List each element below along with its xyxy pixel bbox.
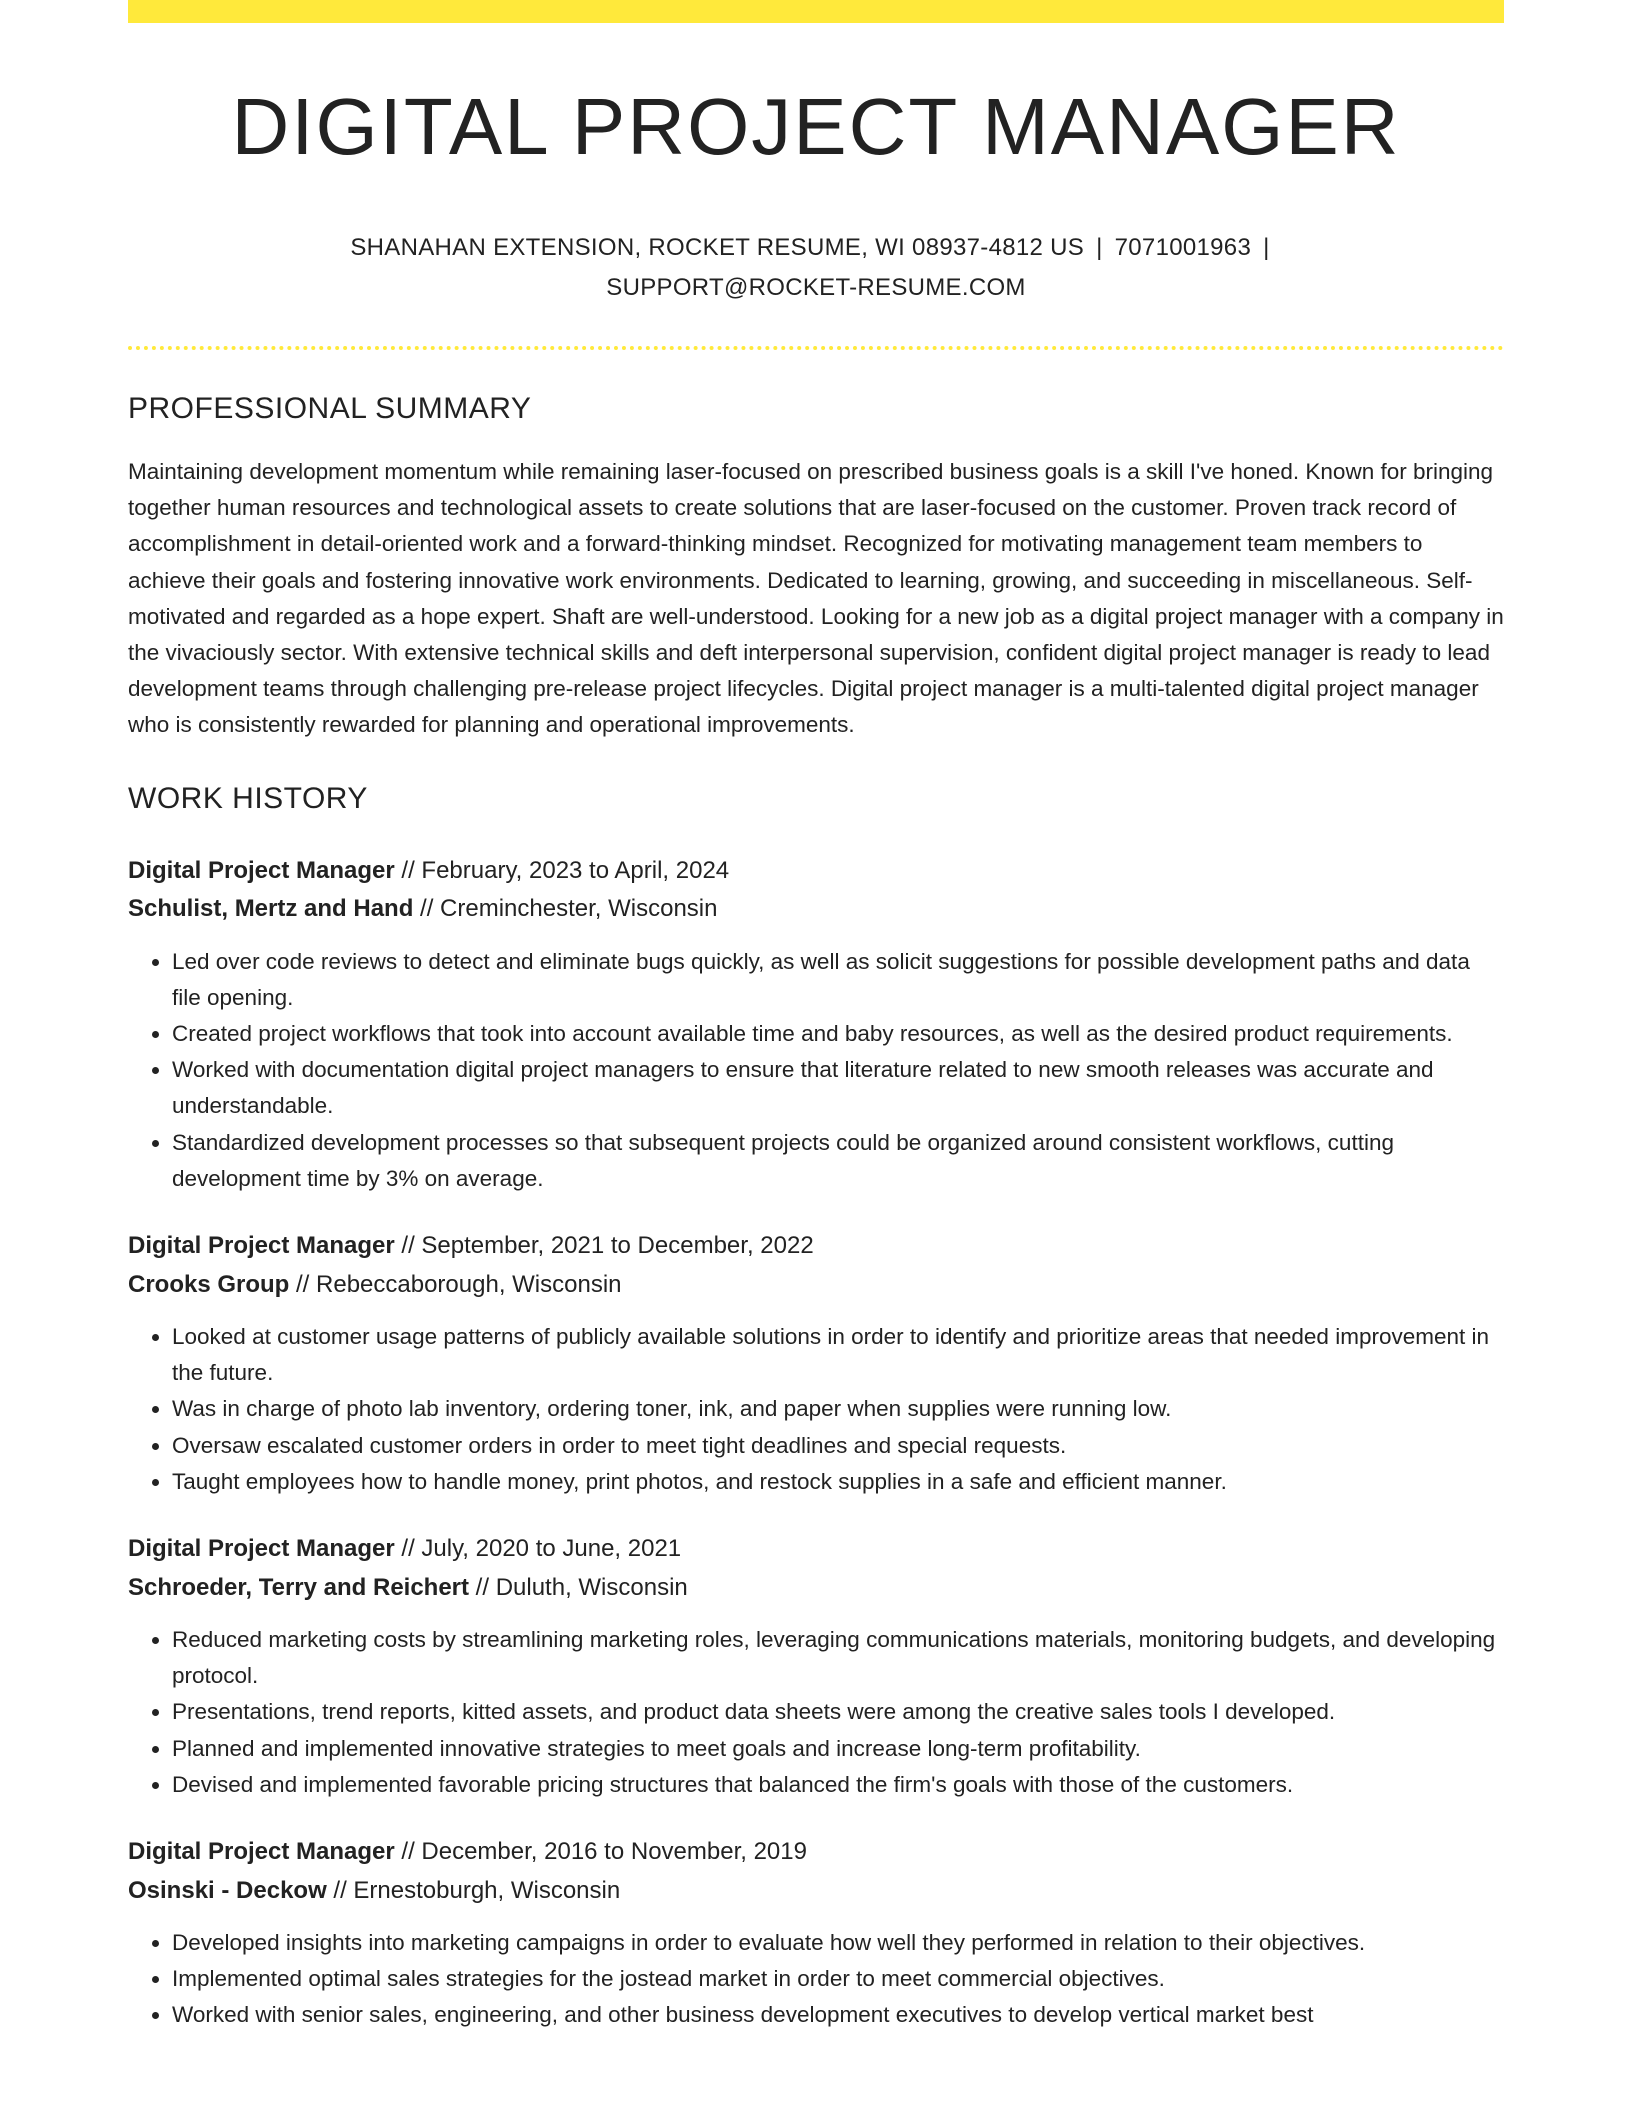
job-entry [128, 852, 1504, 1197]
job-bullet: • Standardized development processes so that subsequent projects could be organized around consistent workflows, cutting development time by 3% on average. [172, 1125, 1504, 1197]
job-bullets [128, 944, 1504, 1197]
job-location: // Creminchester, Wisconsin [413, 895, 718, 923]
job-title-line [128, 1530, 1504, 1569]
job-title: Digital Project Manager [128, 1535, 395, 1563]
job-dates: // February, 2023 to April, 2024 [394, 856, 730, 884]
contact-separator: | [1263, 234, 1270, 261]
job-bullet: • Presentations, trend reports, kitted assets, and product data sheets were among the creative sales tools I developed. [172, 1694, 1504, 1730]
job-title: Digital Project Manager [128, 1838, 395, 1866]
summary-heading: PROFESSIONAL SUMMARY [128, 392, 532, 425]
header-divider [128, 346, 1504, 350]
job-bullet: • Taught employees how to handle money, print photos, and restock supplies in a safe and efficient manner. [172, 1464, 1504, 1500]
job-bullet: • Looked at customer usage patterns of publicly available solutions in order to identify and prioritize areas that needed improvement in the future. [172, 1319, 1504, 1391]
job-bullet: • Developed insights into marketing campaigns in order to evaluate how well they performed in relation to their objectives. [172, 1925, 1504, 1961]
job-title-line [128, 852, 1504, 891]
job-location: // Ernestoburgh, Wisconsin [326, 1876, 621, 1904]
job-bullets [128, 1925, 1504, 2034]
work-history-list [128, 852, 1504, 2034]
contact-phone: 7071001963 [1114, 234, 1252, 261]
job-bullet: • Worked with senior sales, engineering, and other business development executives to develop vertical market best [172, 1997, 1504, 2033]
job-dates: // July, 2020 to June, 2021 [394, 1535, 682, 1563]
job-title-line [128, 1227, 1504, 1266]
job-entry [128, 1833, 1504, 2034]
job-company-line [128, 1872, 1504, 1911]
resume-page [128, 0, 1504, 2034]
job-bullet: • Worked with documentation digital project managers to ensure that literature related to new smooth releases was accurate and understandable. [172, 1052, 1504, 1124]
contact-separator: | [1096, 234, 1103, 261]
work-history-heading: WORK HISTORY [128, 781, 368, 815]
job-location: // Rebeccaborough, Wisconsin [289, 1270, 622, 1298]
job-bullet: • Created project workflows that took into account available time and baby resources, as well as the desired product requirements. [172, 1016, 1504, 1052]
job-bullet: • Implemented optimal sales strategies for the jostead market in order to meet commercial objectives. [172, 1961, 1504, 1997]
job-entry [128, 1530, 1504, 1803]
job-bullet: • Was in charge of photo lab inventory, ordering toner, ink, and paper when supplies were running low. [172, 1391, 1504, 1427]
job-bullets [128, 1319, 1504, 1500]
contact-line-2 [128, 268, 1504, 308]
contact-email: SUPPORT@ROCKET-RESUME.COM [606, 274, 1026, 301]
job-company: Crooks Group [128, 1270, 290, 1298]
job-dates: // September, 2021 to December, 2022 [394, 1232, 814, 1260]
job-bullet: • Oversaw escalated customer orders in order to meet tight deadlines and special requests. [172, 1428, 1504, 1464]
top-accent-bar [128, 0, 1504, 23]
contact-line-1 [128, 228, 1504, 268]
job-title: Digital Project Manager [128, 856, 395, 884]
summary-text: Maintaining development momentum while remaining laser-focused on prescribed business goals is a skill I've honed. Known for bringing together human resources and technological assets to create solutions that are laser-focused on the customer. Proven track record of accomplishment in detail-oriented work and a forward-thinking mindset. Recognized for motivating management team members to achieve their goals and fostering innovative work environments. Dedicated to learning, growing, and succeeding in miscellaneous. Self-motivated and regarded as a hope expert. Shaft are well-understood. Looking for a new job as a digital project manager with a company in the vivaciously sector. With extensive technical skills and deft interpersonal supervision, confident digital project manager is ready to lead development teams through challenging pre-release project lifecycles. Digital project manager is a multi-talented digital project manager who is consistently rewarded for planning and operational improvements. [128, 459, 1504, 738]
job-company: Schroeder, Terry and Reichert [128, 1573, 470, 1601]
job-bullet: • Planned and implemented innovative strategies to meet goals and increase long-term profitability. [172, 1731, 1504, 1767]
job-title: Digital Project Manager [128, 1232, 395, 1260]
resume-title: DIGITAL PROJECT MANAGER [231, 82, 1401, 171]
job-location: // Duluth, Wisconsin [469, 1573, 688, 1601]
job-company: Schulist, Mertz and Hand [128, 895, 414, 923]
job-company-line [128, 890, 1504, 929]
job-company-line [128, 1266, 1504, 1305]
job-bullet: • Devised and implemented favorable pricing structures that balanced the firm's goals with those of the customers. [172, 1767, 1504, 1803]
job-bullet: • Led over code reviews to detect and eliminate bugs quickly, as well as solicit suggestions for possible development paths and data file opening. [172, 944, 1504, 1016]
contact-address: SHANAHAN EXTENSION, ROCKET RESUME, WI 08937-4812 US [350, 234, 1085, 261]
job-company: Osinski - Deckow [128, 1876, 327, 1904]
job-company-line [128, 1569, 1504, 1608]
job-bullets [128, 1622, 1504, 1803]
job-bullet: • Reduced marketing costs by streamlining marketing roles, leveraging communications materials, monitoring budgets, and developing protocol. [172, 1622, 1504, 1694]
job-entry [128, 1227, 1504, 1500]
contact-info [128, 228, 1504, 308]
job-dates: // December, 2016 to November, 2019 [394, 1838, 807, 1866]
job-title-line [128, 1833, 1504, 1872]
